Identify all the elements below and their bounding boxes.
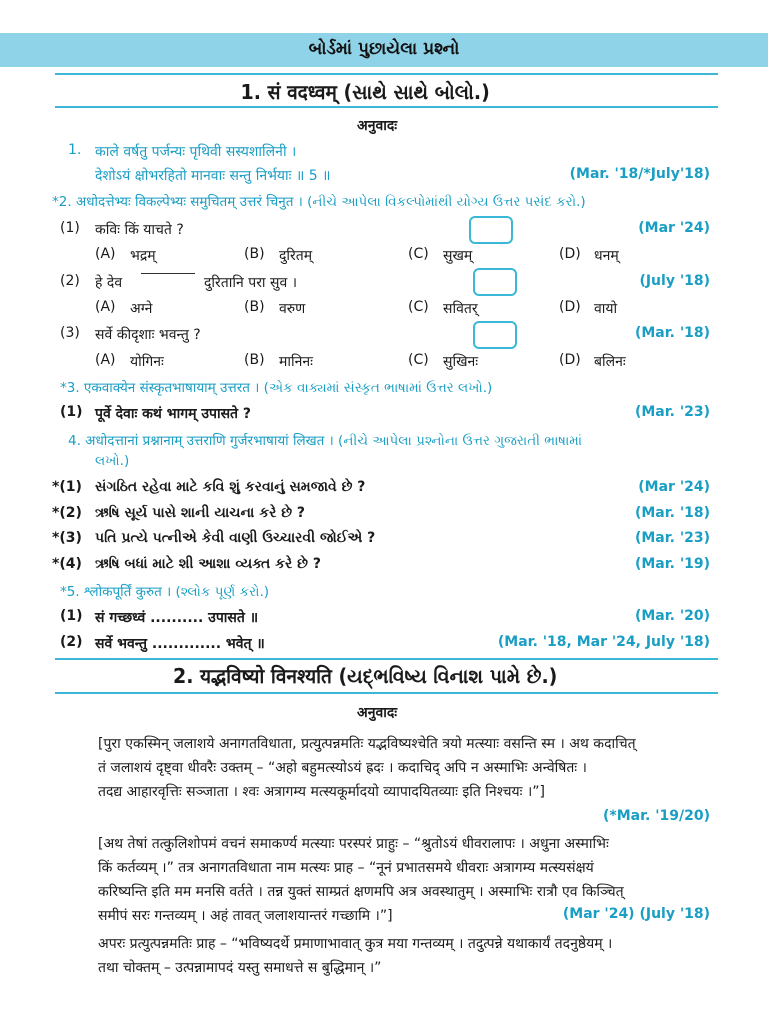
mcq2-blank [141, 273, 195, 274]
mcq1-exam-ref: (Mar '24) [638, 220, 710, 236]
para2-line3: करिष्यन्ति इति मम मनसि वर्तते । तन्न युक्तं साम्प्रतं क्षणमपि अत्र अवस्थातुम् । अस्माभिः रात्रौ एव किञ्चित् [98, 884, 624, 900]
q4-item3-exam-ref: (Mar. '23) [634, 530, 710, 546]
mcq3-answer-box[interactable] [473, 321, 517, 349]
para1-exam-ref: (*Mar. '19/20) [603, 808, 710, 824]
para2-line2: किं कर्तव्यम् ।” तत्र अनागतविधाता नाम मत्स्यः प्राह – “नूनं प्रभातसमये धीवराः अत्रागम्य मत्स्यसंक्षयं [98, 860, 594, 876]
q5-item1-number: (1) [60, 608, 83, 624]
q4-item4-exam-ref: (Mar. '19) [634, 556, 710, 572]
q4-item1-exam-ref: (Mar '24) [638, 479, 710, 495]
q4-title-line2: લખો.) [95, 453, 130, 469]
mcq2-question-start: हे देव [95, 275, 123, 291]
mcq1-option-d: धनम् [594, 248, 619, 264]
q1-verse-line2: देशोऽयं क्षोभरहितो मानवाः सन्तु निर्भयाः ॥ 5 ॥ [95, 168, 331, 184]
mcq1-option-d-label: (D) [559, 246, 581, 262]
mcq3-option-c-label: (C) [408, 352, 429, 368]
mcq1-option-b-label: (B) [244, 246, 265, 262]
mcq2-option-c-label: (C) [408, 299, 429, 315]
q4-item4-text: ઋષિ બધાં માટે શી આશા વ્યક્ત કરે છે ? [95, 556, 321, 572]
mcq3-option-a-label: (A) [95, 352, 116, 368]
para2-line1: [अथ तेषां तत्कुलिशोपमं वचनं समाकर्ण्य मत्स्याः परस्परं प्राहुः – “श्रुतोऽयं धीवरालापः । अधुना अस्माभिः [98, 836, 609, 852]
mcq1-option-a-label: (A) [95, 246, 116, 262]
mcq3-exam-ref: (Mar. '18) [634, 325, 710, 341]
q1-verse-line1: काले वर्षतु पर्जन्यः पृथिवी सस्यशालिनी । [95, 144, 297, 160]
mcq3-option-d-label: (D) [559, 352, 581, 368]
q5-item2-number: (2) [60, 634, 83, 650]
para2-exam-ref: (Mar '24) (July '18) [562, 906, 710, 922]
mcq2-question-end: दुरितानि परा सुव । [204, 275, 297, 291]
lesson1-anuvadah: अनुवादः [357, 118, 398, 134]
mcq2-option-c: सवितर् [443, 301, 478, 317]
mcq3-option-b-label: (B) [244, 352, 265, 368]
q4-item2-number: *(2) [52, 505, 82, 521]
para2-line4: समीपं सरः गन्तव्यम् । अहं तावत् जलाशयान्तरं गच्छामि ।”] [98, 908, 393, 924]
mcq1-option-a: भद्रम् [130, 248, 156, 264]
mcq2-option-b-label: (B) [244, 299, 265, 315]
mcq1-number: (1) [60, 220, 80, 236]
mcq3-question: सर्वे कीदृशाः भवन्तु ? [95, 327, 201, 343]
mcq2-number: (2) [60, 273, 80, 289]
mcq2-option-d: वायो [594, 301, 618, 317]
q4-item2-text: ઋષિ સૂર્ય પાસે શાની યાચના કરે છે ? [95, 505, 306, 521]
q4-item2-exam-ref: (Mar. '18) [634, 505, 710, 521]
mcq1-answer-box[interactable] [469, 216, 513, 244]
q2-title: *2. अधोदत्तेभ्यः विकल्पेभ्यः समुचितम् उत्तरं चिनुत । (નીચે આપેલા વિકલ્પોમાંથી યોગ્ય ઉત્તર પસંદ કરો.) [52, 194, 586, 210]
q1-number: 1. [68, 142, 82, 158]
mcq2-exam-ref: (July '18) [639, 273, 710, 289]
q4-item1-text: સંગઠિત રહેવા માટે કવિ શું કરવાનું સમજાવે છે ? [95, 479, 366, 495]
divider [55, 658, 718, 660]
mcq3-number: (3) [60, 325, 80, 341]
lesson1-title: 1. सं वदध्वम् (સાથે સાથે બોલો.) [240, 80, 490, 104]
q4-item3-number: *(3) [52, 530, 82, 546]
para1-line2: तं जलाशयं दृष्ट्वा धीवरैः उक्तम् – “अहो बहुमत्स्योऽयं ह्रदः । कदाचिद् अपि न अस्माभिः अन्वेषितः । [98, 760, 587, 776]
q5-item1-text: सं गच्छध्वं .......... उपासते ॥ [95, 610, 259, 626]
divider [55, 692, 718, 694]
q3-item1-exam-ref: (Mar. '23) [634, 404, 710, 420]
mcq2-answer-box[interactable] [473, 268, 517, 296]
q1-exam-ref: (Mar. '18/*July'18) [569, 166, 710, 182]
q3-title: *3. एकवाक्येन संस्कृतभाषायाम् उत्तरत । (એક વાક્યમાં સંસ્કૃત ભાષામાં ઉત્તર લખો.) [60, 380, 493, 396]
mcq1-question: कविः किं याचते ? [95, 222, 184, 238]
mcq2-option-a-label: (A) [95, 299, 116, 315]
para1-line3: तदद्य आहारवृत्तिः सञ्जाता । श्वः अत्रागम्य मत्स्यकूर्मादयो व्यापादयितव्याः इति निश्चयः ।”] [98, 784, 545, 800]
q4-item4-number: *(4) [52, 556, 82, 572]
mcq3-option-a: योगिनः [130, 354, 164, 370]
mcq3-option-b: मानिनः [279, 354, 313, 370]
q5-item2-exam-ref: (Mar. '18, Mar '24, July '18) [497, 634, 710, 650]
q3-item1-number: (1) [60, 404, 83, 420]
q4-title-line1: 4. अधोदत्तानां प्रश्नानाम् उत्तराणि गुर्जरभाषायां लिखत । (નીચે આપેલા પ્રશ્નોના ઉત્તર ગુજરાતી ભાષામાં [68, 433, 583, 449]
para3-line2: तथा चोक्तम् – उत्पन्नामापदं यस्तु समाधत्ते स बुद्धिमान् ।” [98, 960, 382, 976]
mcq1-option-b: दुरितम् [279, 248, 313, 264]
q4-item1-number: *(1) [52, 479, 82, 495]
mcq2-option-b: वरुण [279, 301, 306, 317]
q3-item1-text: पूर्वे देवाः कथं भागम् उपासते ? [95, 406, 252, 422]
q4-item3-text: પતિ પ્રત્યે પત્નીએ કેવી વાણી ઉચ્ચારવી જોઈએ ? [95, 530, 376, 546]
divider [55, 106, 718, 108]
q5-item2-text: सर्वे भवन्तु ............. भवेत् ॥ [95, 636, 265, 652]
q5-item1-exam-ref: (Mar. '20) [634, 608, 710, 624]
mcq3-option-d: बलिनः [594, 354, 626, 370]
mcq1-option-c-label: (C) [408, 246, 429, 262]
mcq2-option-d-label: (D) [559, 299, 581, 315]
lesson2-title: 2. यद्भविष्यो विनश्यति (યદ્ભવિષ્ય વિનાશ પામે છે.) [172, 664, 558, 688]
header-banner [0, 33, 768, 67]
mcq3-option-c: सुखिनः [443, 354, 479, 370]
mcq1-option-c: सुखम् [443, 248, 473, 264]
lesson2-anuvadah: अनुवादः [357, 705, 398, 721]
banner-title: બોર્ડમાં પુછાયેલા પ્રશ્નો [308, 39, 460, 59]
divider [55, 73, 718, 75]
q5-title: *5. श्लोकपूर्तिं कुरुत । (શ્લોક પૂર્ણ કરો.) [60, 584, 269, 600]
para3-line1: अपरः प्रत्युत्पन्नमतिः प्राह – “भविष्यदर्थे प्रमाणाभावात् कुत्र मया गन्तव्यम् । तदुत्पन्ने यथाकार्यं तदनुष्ठेयम् । [98, 936, 613, 952]
mcq2-option-a: अग्ने [130, 301, 153, 317]
para1-line1: [पुरा एकस्मिन् जलाशये अनागतविधाता, प्रत्युत्पन्नमतिः यद्भविष्यश्चेति त्रयो मत्स्याः वसन्ति स्म । अथ कदाचित् [98, 736, 636, 752]
